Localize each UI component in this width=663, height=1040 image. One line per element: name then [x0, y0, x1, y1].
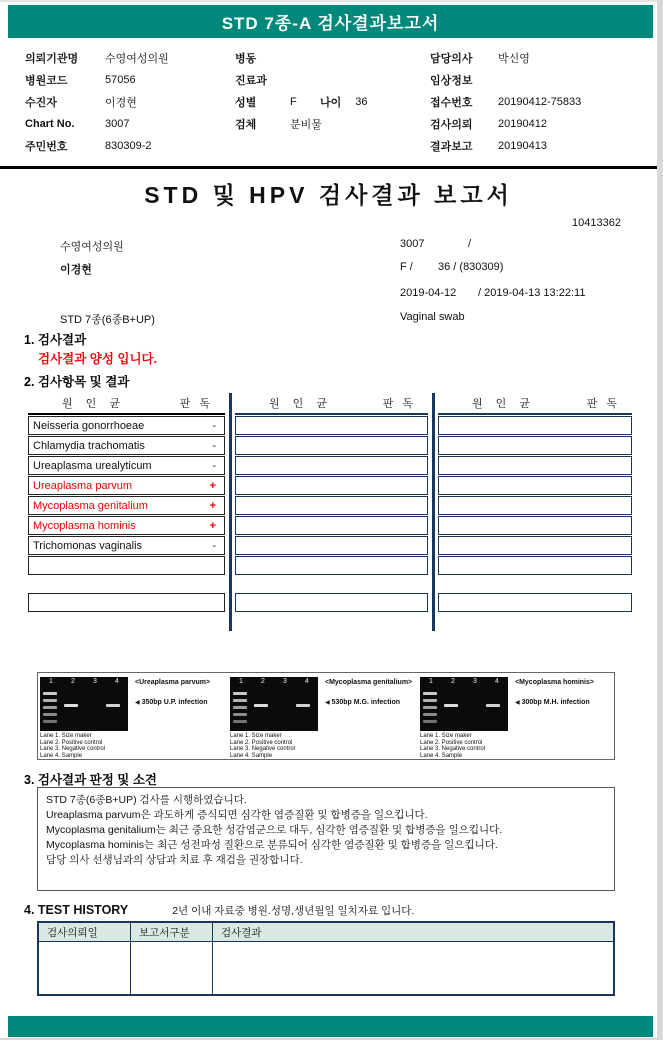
gel-text-column	[132, 677, 230, 759]
header-field-value: 830309-2	[105, 140, 152, 152]
gel-image-column	[230, 677, 322, 759]
request-date: 2019-04-12	[400, 287, 457, 299]
result-table-3	[432, 393, 632, 631]
gel-band-label-text: 300bp M.H. infection	[519, 699, 590, 706]
test-name: STD 7종(6종B+UP)	[60, 314, 155, 326]
header-column-middle	[235, 47, 430, 157]
gel-panel-title: <Mycoplasma hominis>	[515, 679, 594, 686]
header-row	[430, 47, 653, 69]
header-field-value: 20190412	[498, 118, 547, 130]
section4-heading-row	[24, 903, 414, 918]
result-row	[235, 456, 428, 475]
gel-legend-line: Lane 3. Negative control	[40, 746, 106, 752]
test-history-table	[37, 921, 615, 996]
result-row	[235, 556, 428, 575]
result-row	[28, 516, 225, 535]
report-banner	[8, 5, 653, 38]
reading-column-header: 판 독	[382, 398, 416, 410]
gel-band	[43, 720, 57, 723]
gel-legend-line: Lane 1. Size maker	[230, 733, 282, 739]
organism-column-header: 원 인 균	[62, 398, 125, 410]
gel-band	[233, 720, 247, 723]
result-table-1	[28, 393, 229, 612]
organism-name: Ureaplasma urealyticum	[33, 459, 152, 472]
gel-panel	[230, 677, 420, 759]
gel-band	[423, 699, 437, 702]
gel-legend-line: Lane 3. Negative control	[420, 746, 486, 752]
gel-electrophoresis-panel	[37, 672, 615, 760]
gel-band	[254, 704, 268, 707]
report-datetime: / 2019-04-13 13:22:11	[478, 287, 586, 299]
specimen-type: Vaginal swab	[400, 311, 465, 323]
organism-name: Mycoplasma hominis	[33, 519, 136, 532]
gel-band-label	[515, 699, 610, 706]
gel-lane-number: 1	[429, 678, 433, 685]
reading-value: -	[212, 419, 216, 432]
gel-lane-numbers	[420, 677, 508, 687]
gel-band	[106, 704, 120, 707]
header-field-value: 57056	[105, 74, 136, 86]
gel-band	[233, 692, 247, 695]
history-empty-cell	[213, 942, 613, 994]
page-edge-right	[657, 0, 663, 1040]
header-row	[25, 113, 235, 135]
header-field-label: 주민번호	[25, 141, 68, 153]
header-field-value: F	[290, 96, 297, 108]
gel-legend-line: Lane 2. Positive control	[40, 739, 103, 746]
gel-lane-numbers	[230, 677, 318, 687]
gel-image	[420, 677, 508, 731]
gel-lane-number: 2	[451, 678, 455, 685]
gel-lane-number: 1	[239, 678, 243, 685]
header-field-label: 병동	[235, 53, 257, 65]
history-header-row	[39, 923, 613, 942]
header-row	[235, 47, 430, 69]
header-field-value: 분비물	[290, 119, 322, 131]
header-row	[430, 135, 653, 157]
gel-lane-number: 3	[283, 678, 287, 685]
header-field-label: 의뢰기관명	[25, 53, 79, 65]
gel-band	[296, 704, 310, 707]
reading-value: -	[212, 459, 216, 472]
gel-band	[486, 704, 500, 707]
header-field-label: 진료과	[235, 75, 267, 87]
header-field-value: 36	[355, 96, 368, 108]
result-row	[28, 456, 225, 475]
history-empty-cell	[39, 942, 131, 994]
band-arrow-icon: ◀	[135, 700, 140, 706]
gel-band	[233, 713, 247, 716]
organism-column-header: 원 인 균	[269, 398, 332, 410]
header-field-value: 20190412-75833	[498, 96, 582, 108]
header-field-label: 검사의뢰	[430, 119, 473, 131]
history-column-header: 검사의뢰일	[39, 923, 131, 941]
gel-legend-line: Lane 4. Sample	[40, 752, 83, 759]
organism-name: Mycoplasma genitalium	[33, 499, 148, 512]
chart-number: 3007	[400, 238, 425, 250]
reading-value: -	[212, 439, 216, 452]
gel-band-label-text: 530bp M.G. infection	[329, 699, 401, 706]
band-arrow-icon: ◀	[325, 700, 330, 706]
section2-heading: 2. 검사항목 및 결과	[24, 375, 130, 389]
opinion-line: Mycoplasma hominis는 최근 성전파성 질환으로 분류되어 심각한 염증질환 및 합병증을 일으킵니다.	[46, 839, 498, 851]
overall-result-text: 검사결과 양성 입니다.	[38, 352, 158, 366]
hospital-name: 수영여성의원	[60, 241, 124, 253]
result-row	[235, 436, 428, 455]
gel-panel	[40, 677, 230, 759]
organism-name: Chlamydia trachomatis	[33, 439, 145, 452]
header-field-label: 검체	[235, 119, 257, 131]
gel-legend-line: Lane 1. Size maker	[40, 733, 92, 739]
gel-legend-line: Lane 2. Positive control	[230, 739, 293, 746]
header-field-value: 박신영	[498, 53, 530, 65]
gel-band	[43, 706, 57, 709]
history-column-header: 검사결과	[221, 926, 262, 939]
result-row	[28, 496, 225, 515]
opinion-line: 담당 의사 선생님과의 상담과 치료 후 재검을 권장합니다.	[46, 854, 303, 866]
header-field-label: 결과보고	[430, 141, 473, 153]
header-row	[235, 69, 430, 91]
header-column-left	[25, 47, 235, 157]
gel-band	[43, 713, 57, 716]
organism-name: Neisseria gonorrhoeae	[33, 419, 145, 432]
header-field-value: 3007	[105, 118, 130, 130]
gel-legend-line: Lane 3. Negative control	[230, 746, 296, 752]
header-field-label: 성별	[235, 97, 257, 109]
header-field-label: 접수번호	[430, 97, 473, 109]
chart-slash: /	[468, 238, 472, 250]
header-row	[430, 113, 653, 135]
gel-legend-line: Lane 4. Sample	[420, 752, 463, 759]
gel-lane-number: 4	[495, 678, 499, 685]
opinion-line: STD 7종(6종B+UP) 검사를 시행하였습니다.	[46, 794, 247, 806]
gel-band-label	[325, 699, 420, 706]
patient-name: 이경현	[60, 264, 92, 276]
history-column-header: 보고서구분	[131, 923, 213, 941]
header-field-value: 20190413	[498, 140, 547, 152]
gel-text-column	[512, 677, 610, 759]
opinion-box	[37, 787, 615, 891]
result-row	[28, 556, 225, 575]
result-row	[28, 436, 225, 455]
header-field-label: 병원코드	[25, 75, 68, 87]
result-row	[235, 536, 428, 555]
gel-band	[423, 713, 437, 716]
result-table-header	[235, 393, 428, 415]
gel-legend-line: Lane 2. Positive control	[420, 739, 483, 746]
history-body-row	[39, 942, 613, 994]
section4-heading: 4. TEST HISTORY	[24, 903, 129, 917]
organism-column-header: 원 인 균	[472, 398, 535, 410]
gel-lane-number: 1	[49, 678, 53, 685]
result-row	[28, 536, 225, 555]
gel-band-label	[135, 699, 230, 706]
gel-lane-number: 4	[115, 678, 119, 685]
header-row	[235, 91, 430, 113]
gel-lane-number: 3	[93, 678, 97, 685]
gel-panel-title: <Mycoplasma genitalium>	[325, 679, 413, 686]
gel-band	[64, 704, 78, 707]
gel-image	[230, 677, 318, 731]
patient-age-birth: 36 / (830309)	[438, 261, 504, 273]
header-row	[25, 69, 235, 91]
banner-title: STD 7종-A 검사결과보고서	[221, 14, 440, 33]
header-field-label: 담당의사	[430, 53, 473, 65]
header-row	[25, 135, 235, 157]
gel-legend	[230, 733, 322, 759]
section4-note: 2년 이내 자료중 병원.성명,생년월일 일치자료 입니다.	[172, 905, 415, 917]
header-column-right	[430, 47, 653, 157]
history-empty-cell	[131, 942, 213, 994]
header-field-label: Chart No.	[25, 118, 75, 130]
gel-lane-number: 3	[473, 678, 477, 685]
reading-value: +	[209, 479, 216, 492]
gel-band	[43, 692, 57, 695]
bottom-bar	[8, 1016, 653, 1037]
gel-band	[423, 692, 437, 695]
gel-panel-title: <Ureaplasma parvum>	[135, 679, 211, 686]
result-row	[235, 516, 428, 535]
result-row	[235, 476, 428, 495]
header-row	[430, 91, 653, 113]
result-row	[438, 416, 632, 435]
reading-value: +	[209, 499, 216, 512]
gel-panel	[420, 677, 610, 759]
result-row	[28, 416, 225, 435]
header-field-label: 임상정보	[430, 75, 473, 87]
gel-band	[233, 706, 247, 709]
result-row	[438, 536, 632, 555]
gel-band	[423, 706, 437, 709]
gel-legend	[40, 733, 132, 759]
gel-lane-number: 2	[261, 678, 265, 685]
result-row	[235, 416, 428, 435]
result-row	[28, 476, 225, 495]
result-row	[235, 593, 428, 612]
opinion-line: Ureaplasma parvum은 과도하게 증식되면 심각한 염증질환 및 합병증을 일으킵니다.	[46, 809, 428, 821]
report-number: 10413362	[572, 217, 621, 229]
header-row	[25, 47, 235, 69]
gel-image-column	[40, 677, 132, 759]
gel-lane-numbers	[40, 677, 128, 687]
section1-heading: 1. 검사결과	[24, 333, 87, 347]
header-divider	[0, 166, 657, 169]
result-table-header	[438, 393, 632, 415]
result-row	[28, 593, 225, 612]
result-row	[438, 496, 632, 515]
organism-name: Trichomonas vaginalis	[33, 539, 143, 552]
gel-band	[423, 720, 437, 723]
reading-value: +	[209, 519, 216, 532]
band-arrow-icon: ◀	[515, 700, 520, 706]
result-row	[438, 516, 632, 535]
gel-legend	[420, 733, 512, 759]
gel-band-label-text: 350bp U.P. infection	[139, 699, 208, 706]
header-row	[25, 91, 235, 113]
result-row	[438, 436, 632, 455]
result-table-header	[28, 393, 225, 415]
gel-lane-number: 2	[71, 678, 75, 685]
header-field-value: 수영여성의원	[105, 53, 169, 65]
gel-lane-number: 4	[305, 678, 309, 685]
gel-image-column	[420, 677, 512, 759]
page-edge-top	[0, 0, 663, 2]
reading-column-header: 판 독	[179, 398, 213, 410]
header-info	[25, 47, 653, 157]
header-field-label: 나이	[320, 97, 342, 109]
header-field-label: 수진자	[25, 97, 57, 109]
result-row	[235, 496, 428, 515]
gel-band	[233, 699, 247, 702]
gel-legend-line: Lane 4. Sample	[230, 752, 273, 759]
result-row	[438, 456, 632, 475]
result-row	[438, 556, 632, 575]
organism-name: Ureaplasma parvum	[33, 479, 133, 492]
result-row	[438, 476, 632, 495]
result-tables	[28, 393, 634, 631]
reading-column-header: 판 독	[586, 398, 620, 410]
gel-band	[444, 704, 458, 707]
gel-text-column	[322, 677, 420, 759]
gel-band	[43, 699, 57, 702]
opinion-line: Mycoplasma genitalium는 최근 중요한 성감염군으로 대두, 심각한 염증질환 및 합병증을 일으킵니다.	[46, 824, 503, 836]
result-table-2	[229, 393, 432, 631]
patient-sex: F /	[400, 261, 413, 273]
gel-image	[40, 677, 128, 731]
header-field-value: 이경현	[105, 97, 137, 109]
header-row	[235, 113, 430, 135]
reading-value: -	[212, 539, 216, 552]
section3-heading: 3. 검사결과 판정 및 소견	[24, 773, 157, 787]
result-row	[438, 593, 632, 612]
gel-legend-line: Lane 1. Size maker	[420, 733, 472, 739]
report-title: STD 및 HPV 검사결과 보고서	[144, 182, 513, 208]
header-row	[430, 69, 653, 91]
